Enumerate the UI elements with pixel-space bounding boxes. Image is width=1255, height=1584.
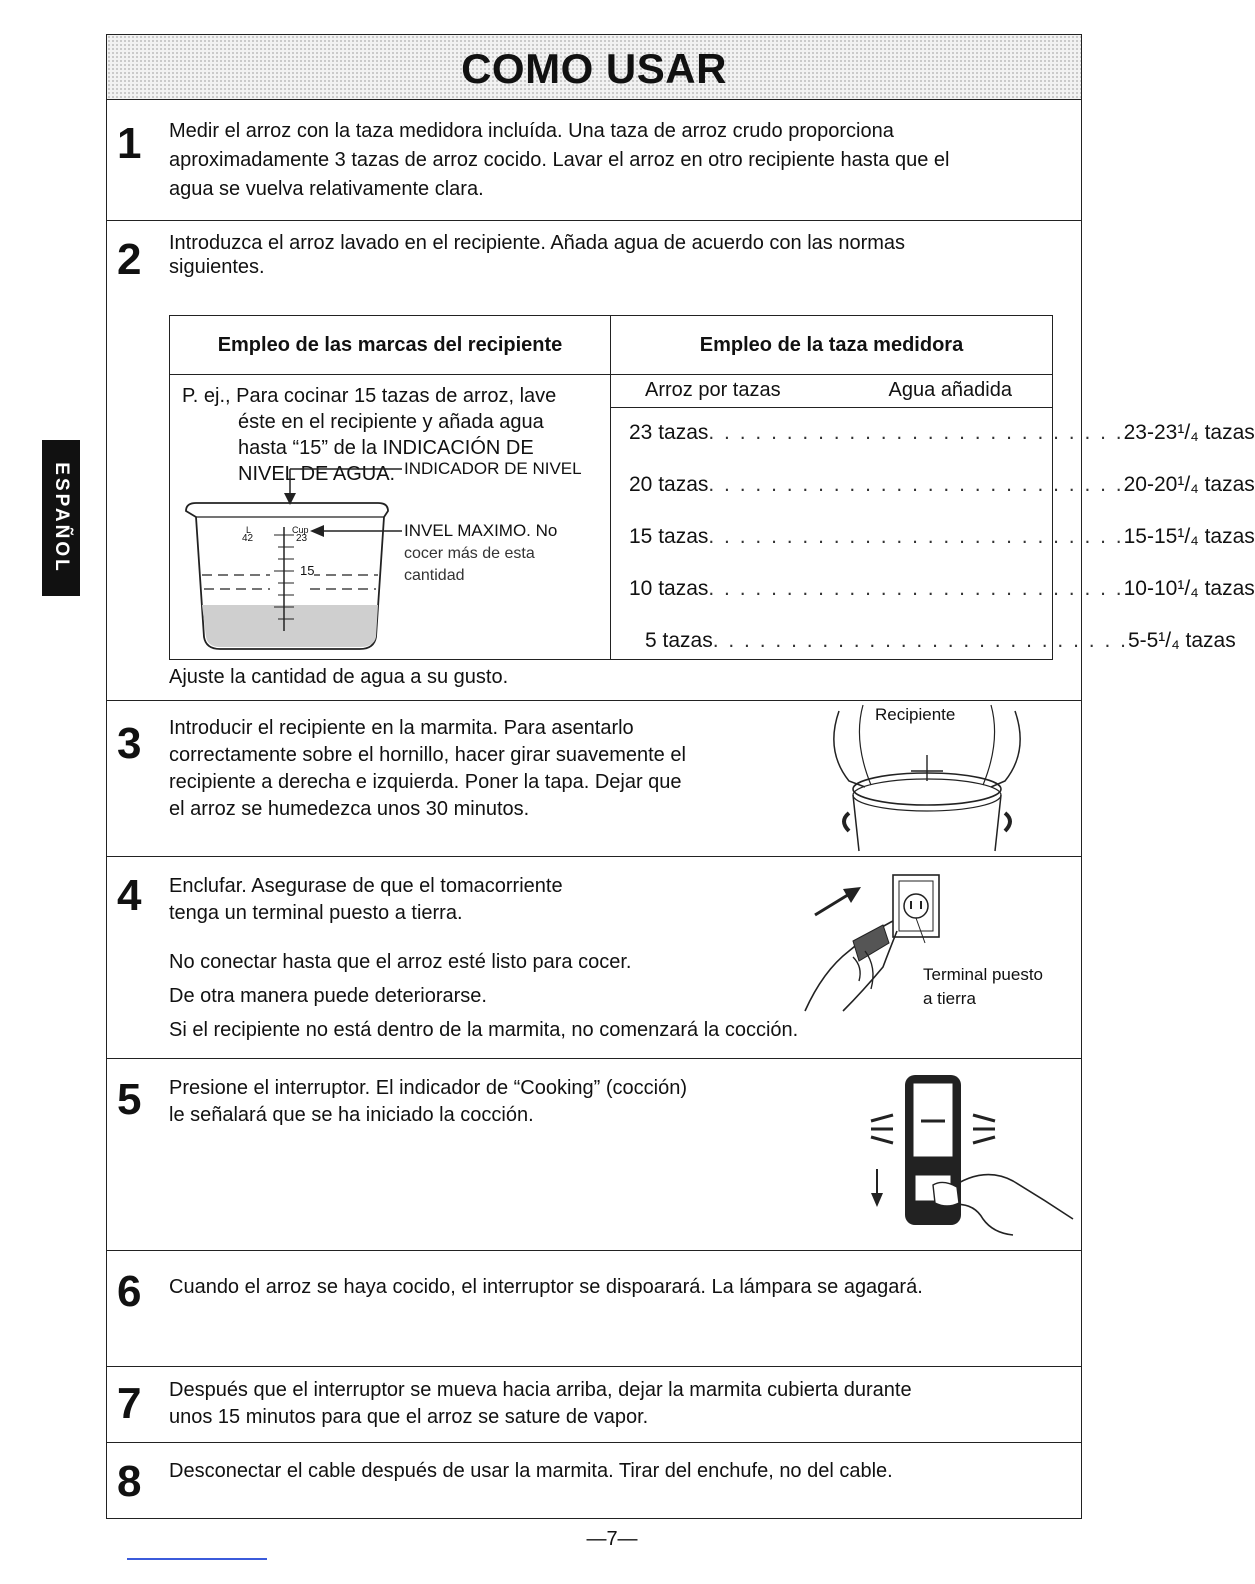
step-text — [169, 1377, 912, 1431]
link-underline — [127, 1558, 267, 1560]
col-rice: Arroz por tazas — [645, 379, 781, 401]
leader-dots: . . . . . . . . . . . . . . . . . . . . . . . . . . . — [708, 421, 1124, 444]
text-line: Cuando el arroz se haya cocido, el interruptor se dispoarará. La lámpara se agagará. — [169, 1276, 923, 1298]
table-row — [629, 473, 1255, 497]
switch-illustration — [863, 1069, 1083, 1249]
leader-dots: . . . . . . . . . . . . . . . . . . . . . . . . . . . — [708, 525, 1124, 548]
scale-cup: Cup — [292, 525, 309, 535]
text-line: tenga un terminal puesto a tierra. — [169, 902, 463, 924]
leader-dots: . . . . . . . . . . . . . . . . . . . . . . . . . . . — [708, 473, 1124, 496]
scale-l: L — [246, 525, 252, 535]
table-header-cup: Empleo de la taza medidora — [611, 316, 1053, 375]
page-title: COMO USAR — [461, 45, 727, 92]
step-number: 8 — [117, 1457, 142, 1506]
step-number: 3 — [117, 719, 142, 768]
step-2 — [107, 221, 1255, 701]
scale-23: 23 — [296, 533, 308, 544]
text-line: siguientes. — [169, 256, 265, 278]
step-text — [169, 117, 949, 204]
pot-diagram — [170, 375, 610, 659]
text-line: agua se vuelva relativamente clara. — [169, 178, 484, 200]
step-text — [169, 873, 563, 927]
text-line: éste en el recipiente y añada agua — [238, 411, 544, 433]
table-header-marks: Empleo de las marcas del recipiente — [170, 316, 611, 375]
text-line: NIVEL DE AGUA. — [238, 463, 396, 485]
text-line: unos 15 minutos para que el arroz se sature de vapor. — [169, 1406, 649, 1428]
rice-value: 15 tazas — [629, 525, 709, 548]
col-water: Agua añadida — [888, 379, 1012, 401]
cup-columns — [611, 375, 1052, 408]
max-label-1: INVEL MAXIMO. No — [404, 521, 558, 540]
table-row — [629, 525, 1255, 549]
step-number: 7 — [117, 1379, 142, 1428]
marks-cell — [170, 375, 611, 660]
step-number: 4 — [117, 871, 142, 920]
ground-terminal-label — [923, 963, 1043, 1011]
scale-15: 15 — [300, 563, 315, 578]
text-line: le señalará que se ha iniciado la cocción. — [169, 1104, 534, 1126]
step-7 — [107, 1367, 1081, 1443]
rice-value: 20 tazas — [629, 473, 709, 496]
title-bar — [107, 35, 1081, 100]
rice-value: 23 tazas — [629, 421, 709, 444]
text-line: Medir el arroz con la taza medidora incluída. Una taza de arroz crudo proporciona — [169, 120, 894, 142]
water-value: 20-20¹/₄ tazas — [1123, 473, 1255, 496]
text-line: No conectar hasta que el arroz esté listo para cocer. — [169, 951, 632, 973]
water-value: 5-5¹/₄ tazas — [1127, 629, 1236, 652]
table-row — [629, 421, 1255, 445]
step-1 — [107, 99, 1081, 221]
step-text — [169, 1457, 893, 1486]
step-number: 6 — [117, 1267, 142, 1316]
step-notes — [169, 945, 798, 1047]
text-line: aproximadamente 3 tazas de arroz cocido. Lavar el arroz en otro recipiente hasta que el — [169, 149, 950, 171]
text-line: P. ej., Para cocinar 15 tazas de arroz, lave — [182, 385, 557, 407]
language-tab — [42, 440, 80, 596]
step-5 — [107, 1059, 1081, 1251]
text-line: Terminal puesto — [923, 965, 1044, 984]
text-line: a tierra — [923, 989, 976, 1008]
water-value: 10-10¹/₄ tazas — [1123, 577, 1255, 600]
text-line: el arroz se humedezca unos 30 minutos. — [169, 798, 530, 820]
language-tab-label: ESPAÑOL — [51, 462, 72, 574]
page-number: —7— — [586, 1528, 638, 1550]
step-4 — [107, 857, 1081, 1059]
leader-dots: . . . . . . . . . . . . . . . . . . . . . . . . . . . — [708, 577, 1124, 600]
step-text — [169, 231, 905, 279]
rice-value: 10 tazas — [629, 577, 709, 600]
rice-value: 5 tazas — [645, 629, 713, 652]
max-label-2: cocer más de esta — [404, 545, 535, 562]
step-number: 1 — [117, 119, 142, 168]
cup-cell — [611, 375, 1255, 660]
water-table — [169, 315, 1255, 660]
text-line: Introduzca el arroz lavado en el recipiente. Añada agua de acuerdo con las normas — [169, 232, 906, 254]
max-label-3: cantidad — [404, 567, 465, 584]
water-value: 23-23¹/₄ tazas — [1123, 421, 1255, 444]
text-line: Presione el interruptor. El indicador de “Cooking” (cocción) — [169, 1077, 688, 1099]
recipiente-label: Recipiente — [875, 705, 956, 724]
text-line: hasta “15” de la INDICACIÓN DE — [238, 437, 534, 459]
text-line: Después que el interruptor se mueva hacia arriba, dejar la marmita cubierta durante — [169, 1379, 912, 1401]
step-number: 2 — [117, 235, 142, 284]
step-8 — [107, 1443, 1081, 1520]
adjust-note: Ajuste la cantidad de agua a su gusto. — [169, 666, 509, 688]
text-line: Si el recipiente no está dentro de la marmita, no comenzará la cocción. — [169, 1019, 799, 1041]
text-line: Desconectar el cable después de usar la marmita. Tirar del enchufe, no del cable. — [169, 1460, 893, 1482]
table-row — [645, 629, 1236, 653]
text-line: Introducir el recipiente en la marmita. Para asentarlo — [169, 717, 634, 739]
step-3 — [107, 701, 1081, 857]
scale-42: 42 — [242, 533, 254, 544]
text-line: recipiente a derecha e izquierda. Poner la tapa. Dejar que — [169, 771, 682, 793]
table-row — [629, 577, 1255, 601]
leader-dots: . . . . . . . . . . . . . . . . . . . . . . . . . . . — [712, 629, 1128, 652]
text-line: correctamente sobre el hornillo, hacer girar suavemente el — [169, 744, 686, 766]
step-number: 5 — [117, 1075, 142, 1124]
water-value: 15-15¹/₄ tazas — [1123, 525, 1255, 548]
indicator-label: INDICADOR DE NIVEL — [404, 459, 582, 478]
step-6 — [107, 1251, 1081, 1367]
step-text — [169, 715, 686, 823]
text-line: Enclufar. Asegurase de que el tomacorriente — [169, 875, 563, 897]
text-line: De otra manera puede deteriorarse. — [169, 985, 487, 1007]
step-text — [169, 1273, 923, 1302]
instructions-frame — [106, 34, 1255, 1519]
step-text — [169, 1075, 687, 1129]
